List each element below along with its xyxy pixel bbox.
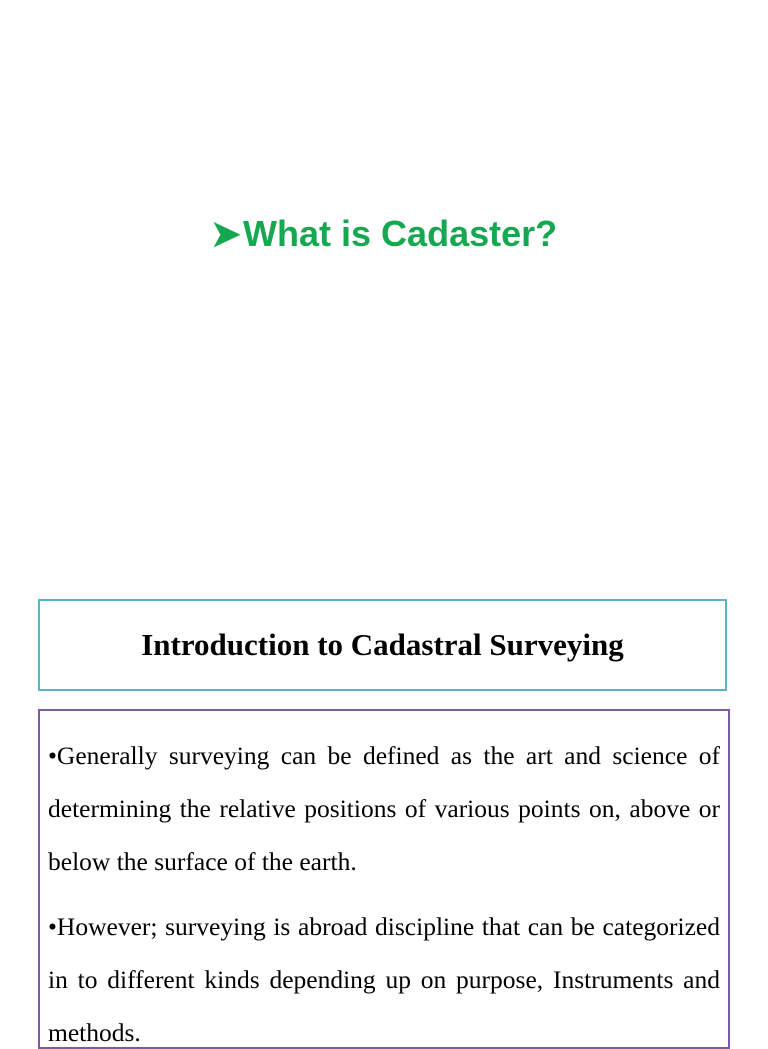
paragraph-categories: •However; surveying is abroad discipline that can be categorized in to different kinds depending up on purpose, Instruments and methods. xyxy=(48,912,720,1047)
arrow-bullet-icon: ➤ xyxy=(210,213,242,254)
paragraph-definition: •Generally surveying can be defined as the art and science of determining the relative positions of various points on, above or below the surface of the earth. xyxy=(48,741,720,876)
content-box xyxy=(38,709,730,1049)
intro-heading-box xyxy=(38,599,727,691)
slide-title xyxy=(0,206,768,262)
intro-heading: Introduction to Cadastral Surveying xyxy=(141,627,624,662)
slide-title-text: What is Cadaster? xyxy=(243,213,558,254)
